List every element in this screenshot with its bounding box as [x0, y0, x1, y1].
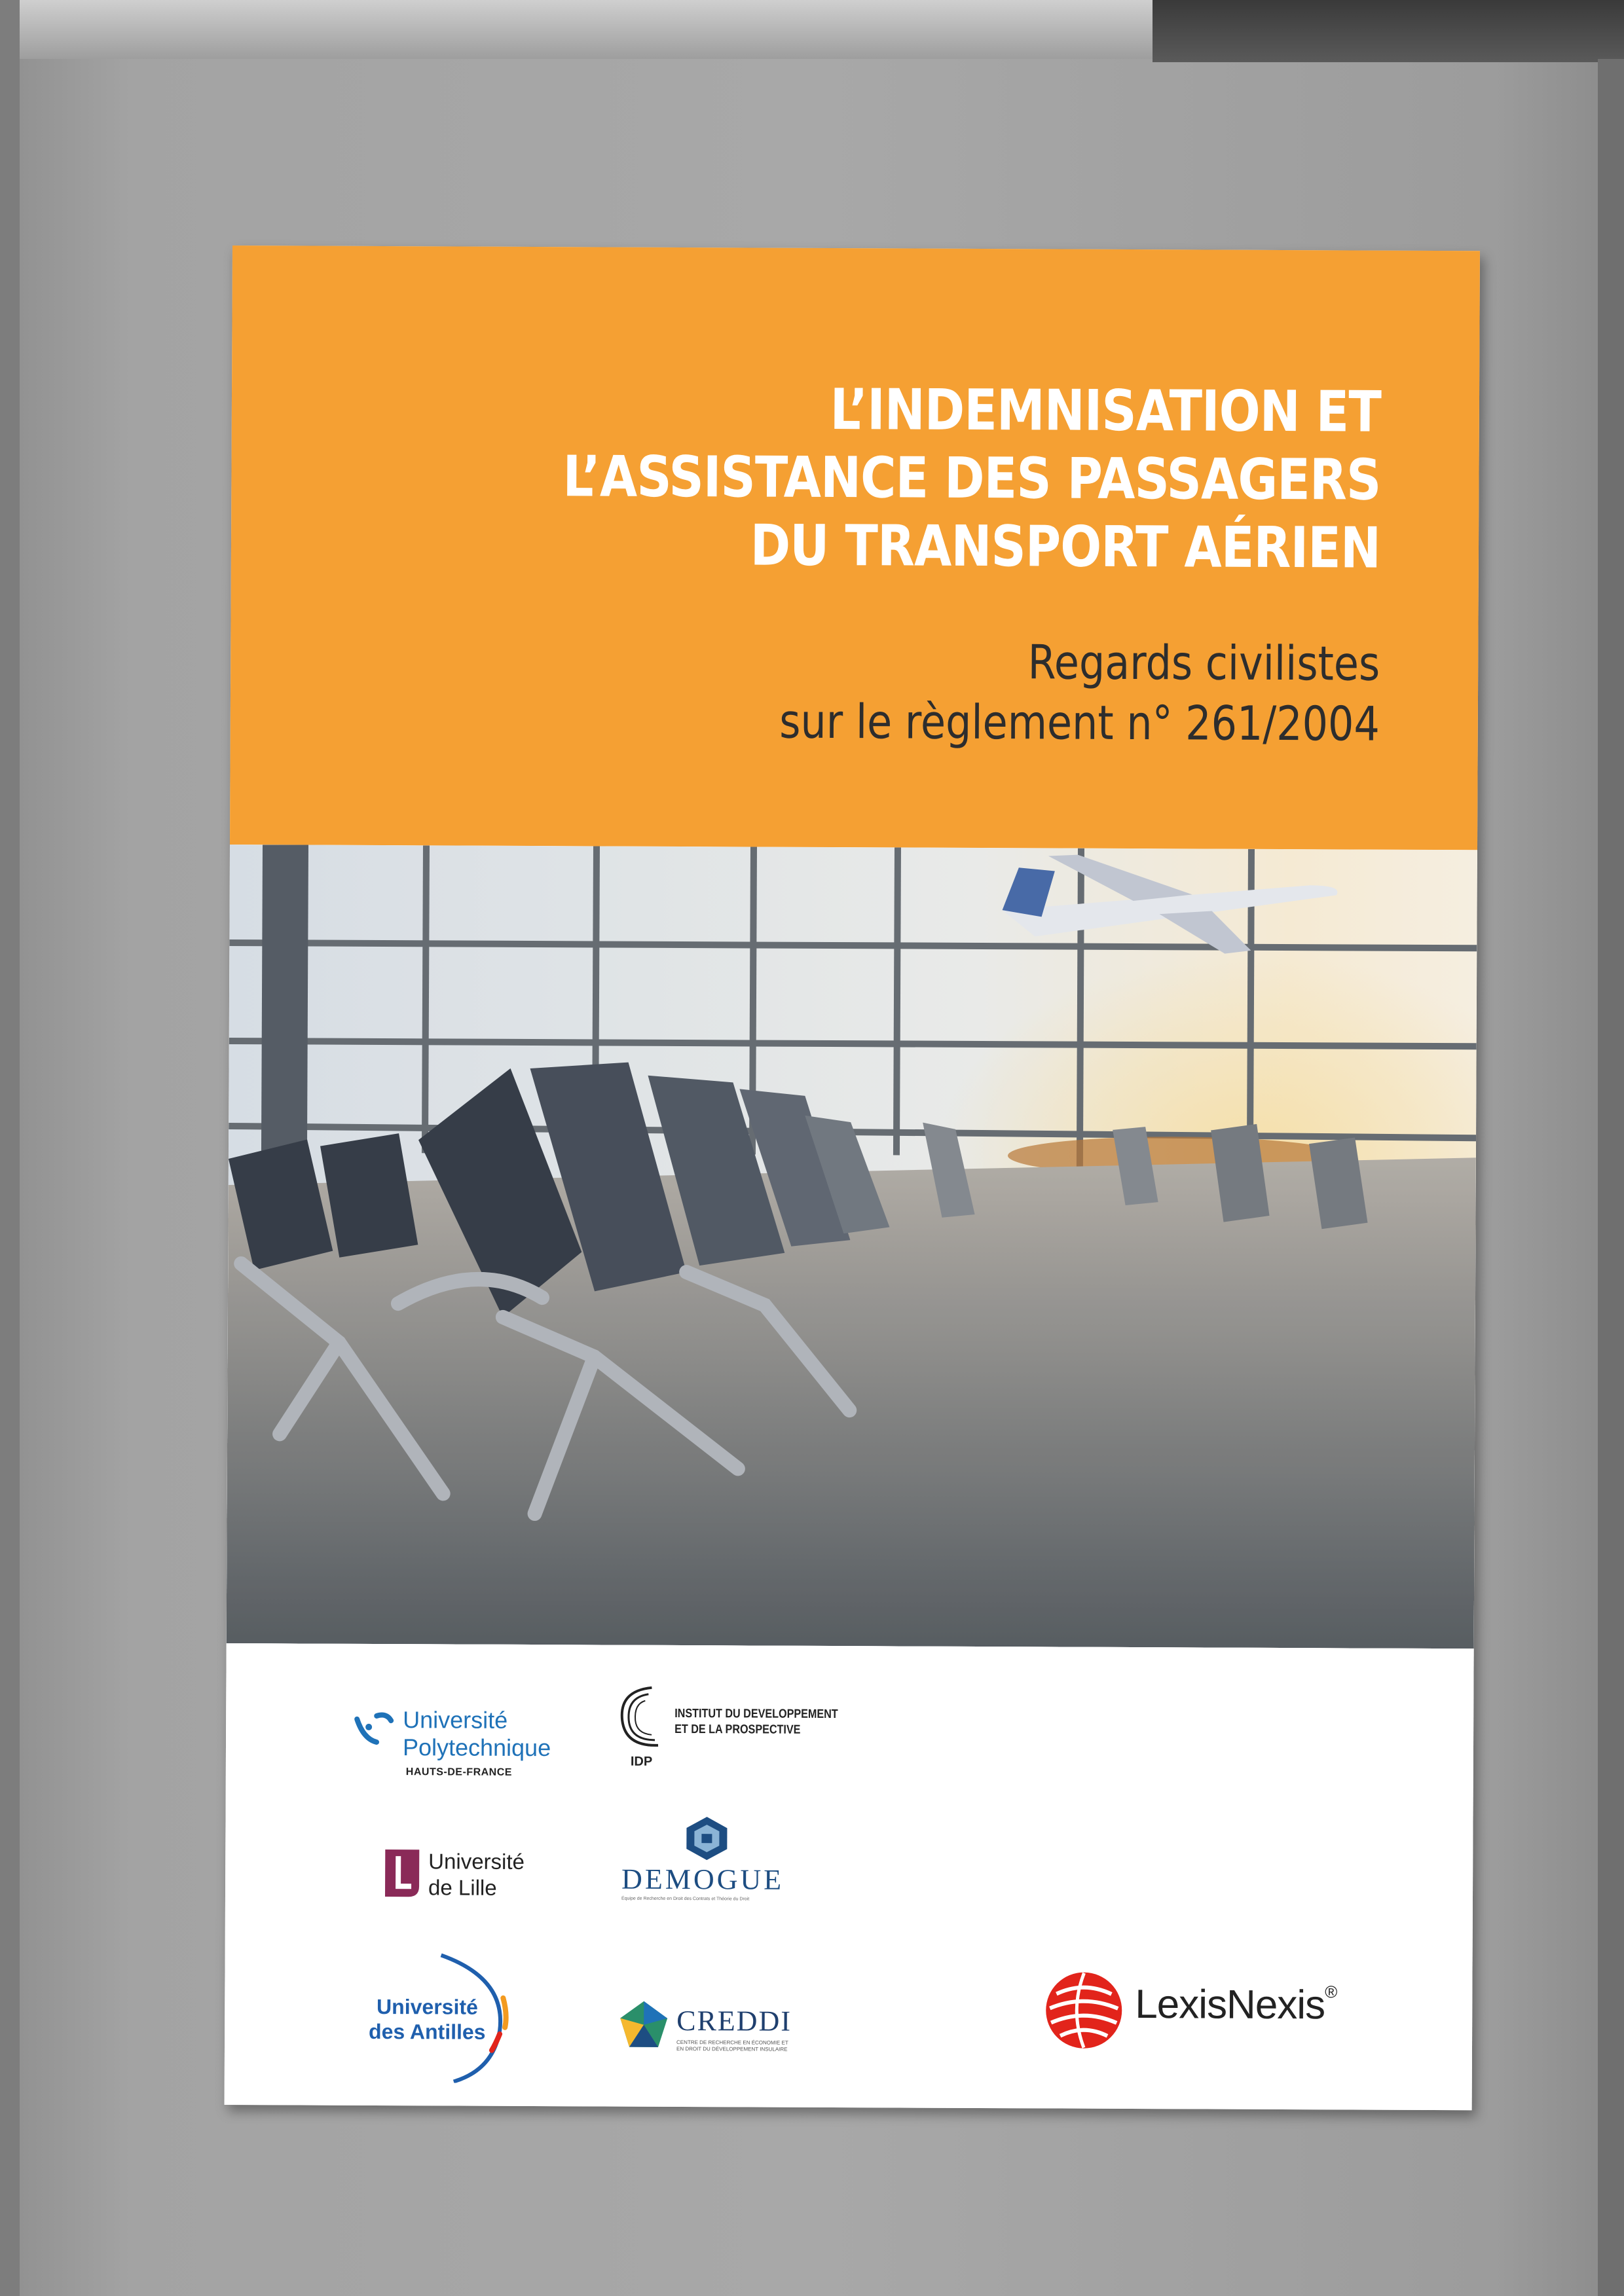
- demogue-subtitle: Équipe de Recherche en Droit des Contrats et Théorie du Droit: [621, 1896, 750, 1902]
- title-line: L’INDEMNISATION ET: [830, 376, 1382, 445]
- lexisnexis-sphere-icon: [1043, 1967, 1129, 2053]
- book-subtitle: [535, 630, 1380, 754]
- creddi-subtitle-line: EN DROIT DU DÉVELOPPEMENT INSULAIRE: [676, 2045, 788, 2052]
- scan-background-left-edge: [0, 0, 20, 2296]
- creddi-mark-icon: [618, 1999, 670, 2051]
- idp-logo: [612, 1681, 838, 1769]
- creddi-subtitle: [676, 2039, 788, 2053]
- demogue-name: DEMOGUE: [621, 1863, 784, 1896]
- title-line: L’ASSISTANCE DES PASSAGERS: [563, 444, 1381, 513]
- antilles-text-line: des Antilles: [369, 2019, 486, 2044]
- registered-mark: ®: [1325, 1982, 1337, 2002]
- scan-background-right-edge: [1598, 59, 1624, 2296]
- creddi-logo: [618, 1999, 792, 2054]
- lille-text-line: Université: [428, 1849, 525, 1874]
- book-title: [423, 374, 1381, 582]
- lexisnexis-logo: [1043, 1967, 1337, 2056]
- universite-de-lille-logo: [382, 1847, 525, 1902]
- lille-mark-icon: [382, 1847, 422, 1899]
- upf-name-line: Université: [403, 1706, 508, 1734]
- universite-des-antilles-logo: [356, 1952, 513, 2086]
- airport-lounge-illustration: [227, 845, 1477, 1649]
- subtitle-line: Regards civilistes: [1027, 634, 1380, 691]
- creddi-subtitle-line: CENTRE DE RECHERCHE EN ÉCONOMIE ET: [676, 2039, 788, 2046]
- demogue-mark-icon: [684, 1815, 729, 1861]
- upf-mark-icon: [350, 1706, 396, 1752]
- lexisnexis-wordmark: LexisNexis: [1135, 1982, 1325, 2028]
- lille-text: [428, 1848, 525, 1901]
- scan-background-dark-corner: [1153, 0, 1624, 62]
- idp-text-line: INSTITUT DU DEVELOPPEMENT: [674, 1706, 838, 1722]
- antilles-text-line: Université: [377, 1994, 478, 2019]
- creddi-name: CREDDI: [676, 2004, 792, 2037]
- partner-logos: [225, 1643, 1474, 2110]
- subtitle-line: sur le règlement n° 261/2004: [779, 693, 1380, 752]
- book-cover: [225, 246, 1480, 2110]
- upf-name-line: Polytechnique: [402, 1734, 551, 1762]
- lille-text-line: de Lille: [428, 1875, 497, 1900]
- idp-text: [674, 1706, 838, 1738]
- universite-polytechnique-logo: [350, 1706, 551, 1778]
- idp-mark-icon: [612, 1681, 678, 1757]
- idp-text-line: ET DE LA PROSPECTIVE: [674, 1722, 801, 1737]
- idp-abbreviation: IDP: [630, 1754, 653, 1769]
- airport-lounge-photo: [227, 845, 1477, 1649]
- title-line: DU TRANSPORT AÉRIEN: [750, 513, 1381, 581]
- antilles-text: [369, 1994, 486, 2045]
- lexisnexis-name: [1135, 1981, 1337, 2028]
- upf-region: HAUTS-DE-FRANCE: [405, 1766, 513, 1778]
- title-band: [230, 246, 1480, 850]
- upf-name: [403, 1706, 551, 1762]
